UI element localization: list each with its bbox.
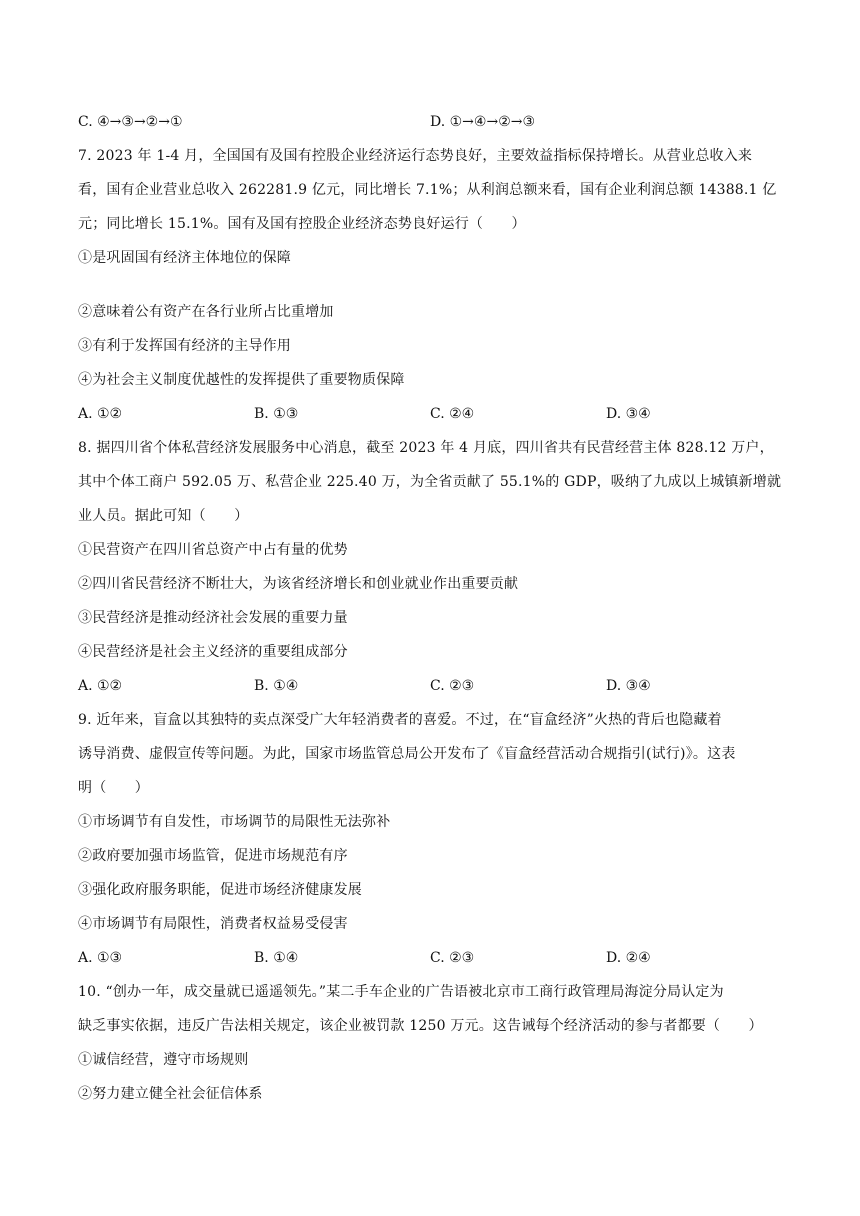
q8-option-b: B. ①④ — [254, 678, 299, 694]
q8-options — [78, 676, 788, 696]
q9-option-a: A. ①③ — [78, 950, 123, 966]
q7-item-2: ②意味着公有资产在各行业所占比重增加 — [78, 304, 334, 320]
q7-options — [78, 404, 788, 424]
q8-stem-line-3: 业人员。据此可知（ ） — [78, 508, 249, 524]
q8-stem-line-1: 8. 据四川省个体私营经济发展服务中心消息，截至 2023 年 4 月底，四川省共有民营经营主体 828.12 万户， — [78, 440, 774, 456]
q9-item-3: ③强化政府服务职能，促进市场经济健康发展 — [78, 882, 362, 898]
q8-item-1: ①民营资产在四川省总资产中占有量的优势 — [78, 542, 348, 558]
q6-option-d: D. ①→④→②→③ — [430, 114, 536, 130]
q7-item-4: ④为社会主义制度优越性的发挥提供了重要物质保障 — [78, 372, 405, 388]
q9-options — [78, 948, 788, 968]
q10-item-2: ②努力建立健全社会征信体系 — [78, 1086, 263, 1102]
q7-option-c: C. ②④ — [430, 406, 475, 422]
q7-option-a: A. ①② — [78, 406, 123, 422]
q6-options — [78, 112, 788, 132]
q7-item-3: ③有利于发挥国有经济的主导作用 — [78, 338, 291, 354]
q8-item-3: ③民营经济是推动经济社会发展的重要力量 — [78, 610, 348, 626]
q8-option-c: C. ②③ — [430, 678, 475, 694]
q10-item-1: ①诚信经营，遵守市场规则 — [78, 1052, 249, 1068]
q9-item-2: ②政府要加强市场监管，促进市场规范有序 — [78, 848, 348, 864]
q9-item-1: ①市场调节有自发性，市场调节的局限性无法弥补 — [78, 814, 391, 830]
q8-item-4: ④民营经济是社会主义经济的重要组成部分 — [78, 644, 348, 660]
q7-item-1: ①是巩固国有经济主体地位的保障 — [78, 250, 291, 266]
q9-option-c: C. ②③ — [430, 950, 475, 966]
q8-option-a: A. ①② — [78, 678, 123, 694]
q7-stem-line-1: 7. 2023 年 1-4 月，全国国有及国有控股企业经济运行态势良好，主要效益指标保持增长。从营业总收入来 — [78, 148, 753, 164]
q7-stem-line-3: 元；同比增长 15.1%。国有及国有控股企业经济态势良好运行（ ） — [78, 216, 526, 232]
q9-option-d: D. ②④ — [606, 950, 651, 966]
q7-stem-line-2: 看，国有企业营业总收入 262281.9 亿元，同比增长 7.1%；从利润总额来看，国有企业利润总额 14388.1 亿 — [78, 182, 777, 198]
q9-option-b: B. ①④ — [254, 950, 299, 966]
q10-stem-line-2: 缺乏事实依据，违反广告法相关规定，该企业被罚款 1250 万元。这告诫每个经济活动的参与者都要（ ） — [78, 1018, 763, 1034]
q8-option-d: D. ③④ — [606, 678, 651, 694]
q8-stem-line-2: 其中个体工商户 592.05 万、私营企业 225.40 万，为全省贡献了 55.1%的 GDP，吸纳了九成以上城镇新增就 — [78, 474, 782, 490]
q9-stem-line-1: 9. 近年来，盲盒以其独特的卖点深受广大年轻消费者的喜爱。不过，在“盲盒经济”火热的背后也隐藏着 — [78, 712, 722, 728]
q9-stem-line-2: 诱导消费、虚假宣传等问题。为此，国家市场监管总局公开发布了《盲盒经营活动合规指引(试行)》。这表 — [78, 746, 736, 762]
q9-stem-line-3: 明（ ） — [78, 780, 149, 796]
q6-option-c: C. ④→③→②→① — [78, 114, 183, 130]
q7-option-d: D. ③④ — [606, 406, 651, 422]
q7-option-b: B. ①③ — [254, 406, 299, 422]
q10-stem-line-1: 10. “创办一年，成交量就已遥遥领先。”某二手车企业的广告语被北京市工商行政管理局海淀分局认定为 — [78, 984, 724, 1000]
q9-item-4: ④市场调节有局限性，消费者权益易受侵害 — [78, 916, 348, 932]
q8-item-2: ②四川省民营经济不断壮大，为该省经济增长和创业就业作出重要贡献 — [78, 576, 519, 592]
